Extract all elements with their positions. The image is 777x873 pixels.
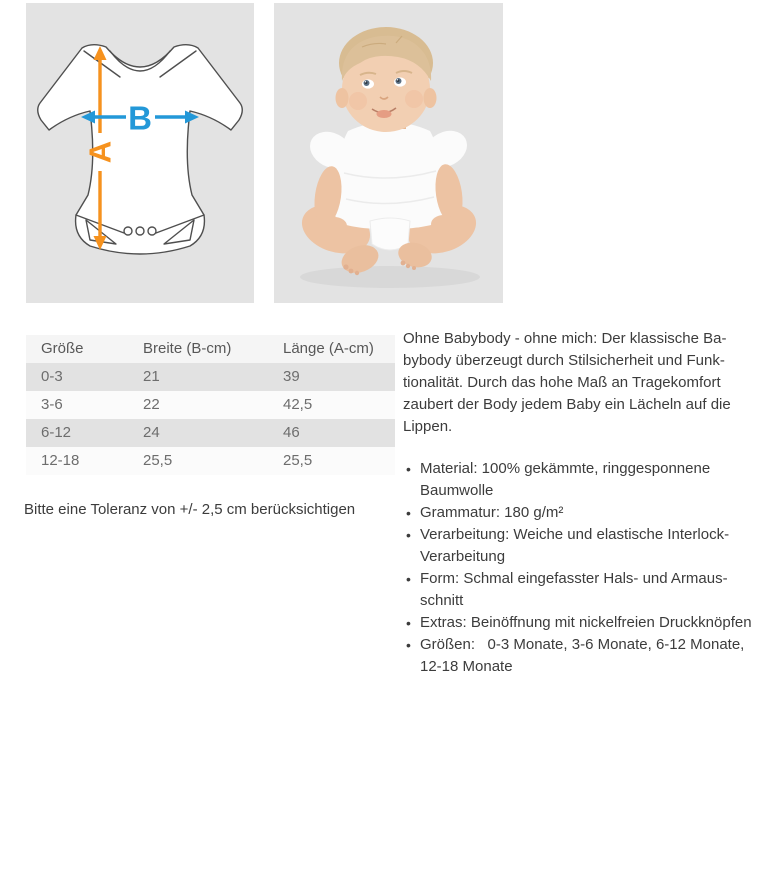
bodysuit-measurement-diagram [26,3,254,303]
feature-extras: • Extras: Beinöffnung mit nickelfreien Druckknöpfen [403,612,757,634]
col-header-length: Länge (A-cm) [283,340,374,357]
col-header-size: Größe [41,340,84,357]
cell-width: 24 [143,424,160,441]
cell-length: 46 [283,424,300,441]
product-photo-panel [274,3,503,303]
size-table [26,335,395,475]
cell-width: 21 [143,368,160,385]
cell-length: 42,5 [283,396,313,413]
size-table-header [26,335,395,363]
description-intro: Ohne Babybody - ohne mich: Der klassische Babybody überzeugt durch Stilsicherheit und Funktionalität. Durch das hohe Maß an Tragekomfort zaubert der Body jedem Baby ein Lächeln auf die Lippen. [403,330,731,435]
cell-length: 39 [283,368,300,385]
table-row [26,363,395,391]
label-a: A [82,140,118,164]
feature-verarbeitung: • Verarbeitung: Weiche und elastische Interlock-Verarbeitung [403,524,757,568]
table-row [26,447,395,475]
cell-size: 6-12 [41,424,72,441]
cell-length: 25,5 [283,452,313,469]
cell-width: 25,5 [143,452,173,469]
feature-groessen: • Größen: 0-3 Monate, 3-6 Monate, 6-12 Monate, 12-18 Monate [403,634,757,678]
baby-head [336,27,437,132]
cell-width: 22 [143,396,160,413]
table-row [26,419,395,447]
cell-size: 3-6 [41,396,63,413]
size-diagram-panel [26,3,254,303]
product-description [403,328,757,678]
feature-material: • Material: 100% gekämmte, ringgesponnene Baumwolle [403,458,757,502]
feature-form: • Form: Schmal eingefasster Hals- und Armausschnitt [403,568,757,612]
col-header-width: Breite (B-cm) [143,340,232,357]
feature-grammatur: • Grammatur: 180 g/m² [403,502,757,524]
table-row [26,391,395,419]
cell-size: 0-3 [41,368,63,385]
feature-list [403,458,757,678]
label-b: B [128,99,152,137]
cell-size: 12-18 [41,452,80,469]
bodysuit-outline [38,45,243,254]
tolerance-note: Bitte eine Toleranz von +/- 2,5 cm berücksichtigen [24,501,356,518]
baby-photo [274,3,503,303]
